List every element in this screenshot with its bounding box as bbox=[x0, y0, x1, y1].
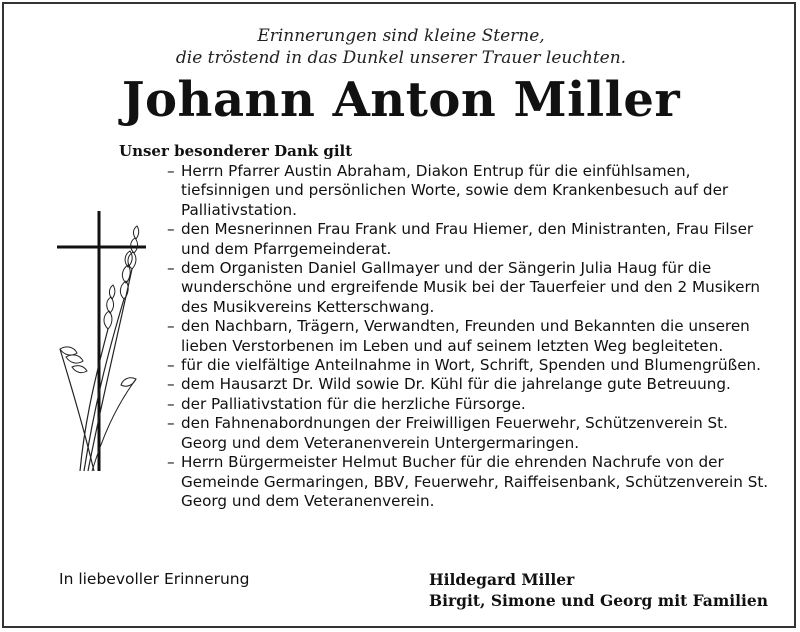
deceased-name: Johann Anton Miller bbox=[121, 72, 681, 128]
obituary-frame bbox=[2, 2, 796, 628]
quote-line-1: Erinnerungen sind kleine Sterne, bbox=[257, 26, 545, 46]
thanks-item: – den Nachbarn, Trägern, Verwandten, Freunden und Bekannten die unseren lieben Verstorbenen im Leben und auf seinem letzten Weg begleiteten. bbox=[167, 317, 777, 356]
thanks-item: – dem Organisten Daniel Gallmayer und der Sängerin Julia Haug für die wunderschöne und ergreifende Musik bei der Tauerfeier und den 2 Musikern des Musikvereins Ketterschwang. bbox=[167, 259, 777, 317]
thanks-item: – Herrn Bürgermeister Helmut Bucher für die ehrenden Nachrufe von der Gemeinde Germaringen, BBV, Feuerwehr, Raiffeisenbank, Schützenverein St. Georg und dem Veteranenverein. bbox=[167, 453, 777, 511]
thanks-item: – dem Hausarzt Dr. Wild sowie Dr. Kühl für die jahrelange gute Betreuung. bbox=[167, 375, 777, 394]
thanks-item: – der Palliativstation für die herzliche Fürsorge. bbox=[167, 395, 777, 414]
thanks-item: – den Mesnerinnen Frau Frank und Frau Hiemer, den Ministranten, Frau Filser und dem Pfarrgemeinderat. bbox=[167, 220, 777, 259]
thanks-item: – den Fahnenabordnungen der Freiwilligen Feuerwehr, Schützenverein St. Georg und dem Veteranenverein Untergermaringen. bbox=[167, 414, 777, 453]
thanks-item: – für die vielfältige Anteilnahme in Wort, Schrift, Spenden und Blumengrüßen. bbox=[167, 356, 777, 375]
thanks-list bbox=[167, 162, 777, 511]
cross-with-wheat-icon bbox=[54, 209, 149, 479]
thanks-item: – Herrn Pfarrer Austin Abraham, Diakon Entrup für die einfühlsamen, tiefsinnigen und persönlichen Worte, sowie dem Krankenbesuch auf der Palliativstation. bbox=[167, 162, 777, 220]
thanks-heading: Unser besonderer Dank gilt bbox=[119, 142, 353, 160]
closing-line: In liebevoller Erinnerung bbox=[59, 570, 250, 588]
quote-line-2: die tröstend in das Dunkel unserer Trauer leuchten. bbox=[175, 48, 627, 68]
signature-line-1: Hildegard Miller bbox=[429, 570, 575, 589]
signature-line-2: Birgit, Simone und Georg mit Familien bbox=[429, 591, 769, 610]
